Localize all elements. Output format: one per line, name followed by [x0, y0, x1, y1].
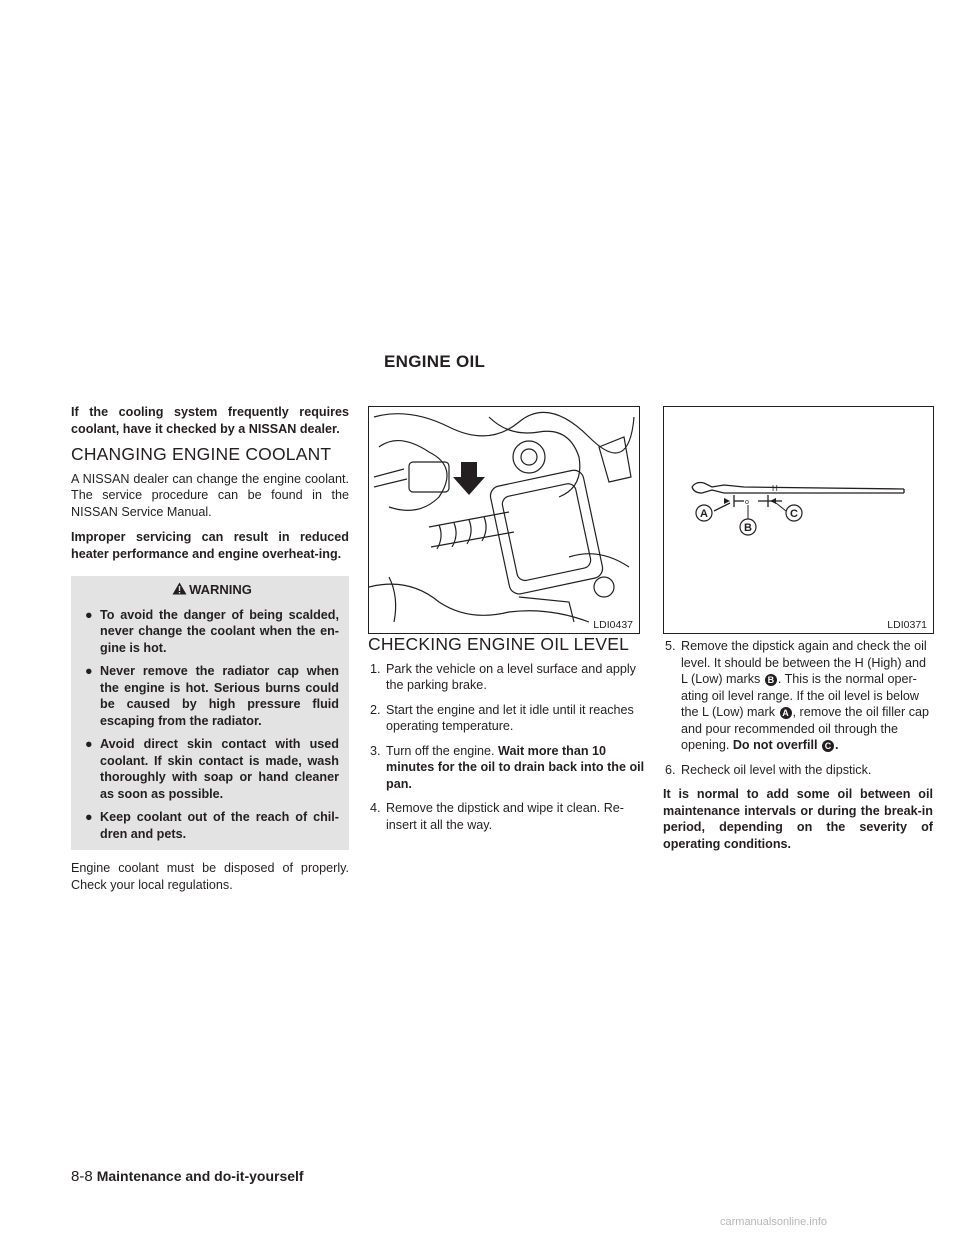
step-number: 1. [370, 661, 381, 676]
figure-code: LDI0437 [593, 619, 633, 631]
coolant-disposal-text: Engine coolant must be disposed of properly. Check your local regulations. [71, 861, 349, 892]
warning-item-text: Never remove the radiator cap when the engine is hot. Serious burns could be caused by high pressure fluid escaping from the radiator. [100, 664, 339, 728]
page-number: 8-8 [71, 1168, 93, 1185]
step-text: Recheck oil level with the dipstick. [681, 762, 872, 777]
step-text: Turn off the engine. [386, 743, 495, 758]
mark-b-icon: B [765, 674, 777, 686]
coolant-paragraph-1: A NISSAN dealer can change the engine coolant. The service procedure can be found in the NISSAN Service Manual. [71, 471, 349, 519]
step-bold-text: Wait more than 10 minutes for the oil to drain back into the oil pan. [386, 743, 645, 791]
warning-item: ● Avoid direct skin contact with used coolant. If skin contact is made, wash thoroughly with soap or hand cleaner as soon as possible. [85, 737, 339, 801]
intro-text: If the cooling system frequently requires coolant, have it checked by a NISSAN dealer. [71, 405, 349, 436]
oil-step [368, 800, 646, 833]
oil-step [368, 702, 646, 735]
mark-a-icon: A [780, 707, 792, 719]
step-text: Remove the dipstick again and check the oil level. It should be between the H (High) and L (Low) marks [681, 639, 927, 686]
engine-bay-figure [368, 406, 640, 634]
dipstick-mark-c: C [790, 508, 798, 520]
oil-step [368, 661, 646, 694]
warning-triangle-icon [172, 582, 187, 595]
svg-text:o: o [745, 499, 749, 506]
step-bold-text: Do not overfill [732, 738, 818, 752]
dipstick-figure [663, 406, 934, 634]
warning-box [71, 576, 349, 850]
dipstick-illustration [664, 407, 933, 633]
column-coolant [71, 404, 349, 902]
oil-step [663, 638, 933, 754]
oil-step [368, 743, 646, 793]
warning-item: ● Never remove the radiator cap when the engine is hot. Serious burns could be caused by high pressure fluid escaping from the radiator. [85, 664, 339, 728]
column-oil-level [663, 638, 933, 861]
page-footer [71, 1168, 304, 1185]
dipstick-mark-b: B [744, 522, 752, 534]
figure-code: LDI0371 [887, 619, 927, 631]
step-number: 2. [370, 702, 381, 717]
step-number: 5. [665, 639, 676, 653]
step-text: Park the vehicle on a level surface and apply the parking brake. [386, 661, 636, 692]
step-text: Remove the dipstick and wipe it clean. Re-insert it all the way. [386, 801, 624, 832]
oil-step [663, 762, 933, 779]
column-checking-oil [368, 636, 646, 841]
step-text: . This is the normal oper-ating oil level range. If the oil level is below the L (Low) mark [681, 672, 920, 719]
step-number: 3. [370, 743, 381, 758]
step-end: . [835, 738, 839, 752]
svg-text:H: H [772, 484, 778, 493]
warning-item: ● To avoid the danger of being scalded, never change the coolant when the en-gine is hot. [85, 607, 339, 655]
step-text: Start the engine and let it idle until it reaches operating temperature. [386, 702, 634, 733]
coolant-paragraph-2: Improper servicing can result in reduced heater performance and engine overheat-ing. [71, 530, 349, 561]
step-text: , remove the oil filler cap and pour recommended oil through the opening. [681, 705, 930, 752]
warning-item-text: Avoid direct skin contact with used coolant. If skin contact is made, wash thoroughly with soap or hand cleaner as soon as possible. [100, 737, 339, 801]
heading-changing-coolant: CHANGING ENGINE COOLANT [71, 444, 332, 464]
warning-header [85, 582, 339, 599]
mark-c-icon: C [822, 740, 834, 752]
heading-checking-oil: CHECKING ENGINE OIL LEVEL [368, 634, 630, 654]
dipstick-mark-a: A [700, 508, 708, 520]
step-number: 6. [665, 762, 676, 777]
watermark: carmanualsonline.info [720, 1216, 828, 1228]
section-title: ENGINE OIL [384, 352, 486, 371]
warning-item-text: Keep coolant out of the reach of chil-dren and pets. [100, 810, 339, 841]
warning-title: WARNING [189, 582, 252, 597]
engine-bay-illustration [369, 407, 639, 633]
closing-note: It is normal to add some oil between oil maintenance intervals or during the break-in period, depending on the severity of operating conditions. [663, 787, 933, 851]
warning-item-text: To avoid the danger of being scalded, never change the coolant when the en-gine is hot. [100, 607, 339, 655]
footer-section: Maintenance and do-it-yourself [96, 1168, 304, 1184]
warning-item: ● Keep coolant out of the reach of chil-dren and pets. [85, 810, 339, 841]
step-number: 4. [370, 801, 381, 815]
